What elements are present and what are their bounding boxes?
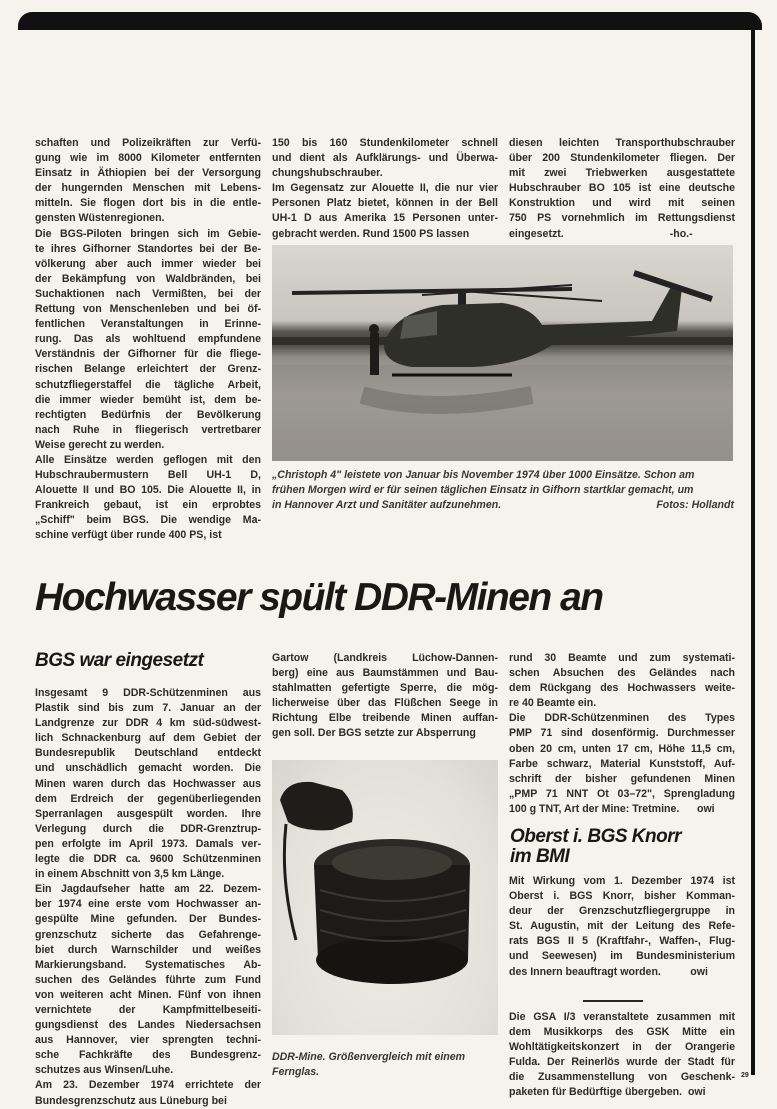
text-line: vernichtete der Kampfmittelbeseiti- (35, 1003, 261, 1016)
text-line: rung. Das als wohltuend empfundene (35, 333, 261, 346)
notice-heading (510, 827, 681, 867)
notice-gsa-body (509, 1010, 735, 1101)
text-line: paketen für Bedürftige übergeben. owi (509, 1086, 706, 1099)
text-line: schrift der bisher gefundenen Minen (509, 772, 735, 785)
text-line: chungshubschrauber. (272, 167, 383, 180)
text-line: PMP 71 sind dosenförmig. Durchmesser (509, 727, 735, 740)
text-line: Wohltätigkeitskonzert in der Orangerie (509, 1041, 735, 1054)
notice-divider (583, 1000, 643, 1002)
text-line: biet durch Warnschilder und weißes (35, 943, 261, 956)
text-line: des Innern beauftragt worden. owi (509, 965, 708, 978)
text-line: St. Augustin, mit der Leitung des Refe- (509, 920, 735, 933)
text-line: gebracht werden. Rund 1500 PS lassen (272, 227, 470, 240)
text-line: licherweise über das Flüßchen Seege in (272, 697, 498, 710)
text-line: Richtung Elbe treibende Minen auffan- (272, 712, 498, 725)
text-line: schaften und Polizeikräften zur Verfü- (35, 137, 261, 149)
article-column-3 (509, 651, 735, 817)
text-line: Insgesamt 9 DDR-Schützenminen aus (35, 687, 261, 699)
article-column-2 (272, 651, 498, 742)
text-line: Bundesrepublik Deutschland entdeckt (35, 747, 261, 760)
text-line: schine verfügt über runde 400 PS, ist (35, 529, 222, 542)
text-line: re 40 Beamte ein. (509, 697, 597, 710)
paragraph (35, 227, 261, 453)
photo-credit: Fotos: Hollandt (656, 499, 734, 511)
paragraph (272, 651, 498, 742)
text-line: diesen leichten Transporthubschrauber (509, 137, 735, 149)
text-line: die Zusammenstellung von Geschenk- (509, 1071, 735, 1084)
text-line: rund 30 Beamte und zum systemati- (509, 652, 735, 664)
caption-line: „Christoph 4" leistete von Januar bis November 1974 über 1000 Einsätze. Schon am (272, 469, 695, 481)
text-line: der Bekämpfung von Waldbränden, bei (35, 272, 261, 285)
text-line: Rettung von Menschenleben und bei öf- (35, 303, 261, 316)
paragraph (509, 874, 735, 980)
page-top-bar (18, 12, 762, 30)
text-line: Die DDR-Schützenminen des Types (509, 712, 735, 725)
text-line: dem Rückgang des Hochwassers weite- (509, 682, 735, 695)
text-line: Landgrenze zur DDR 4 km süd-südwest- (35, 717, 261, 730)
helicopter-photo-caption (272, 468, 734, 513)
text-line: 100 g TNT, Art der Mine: Tretmine. owi (509, 802, 715, 815)
text-line: Die GSA I/3 veranstaltete zusammen mit (509, 1011, 735, 1023)
notice-knorr-body (509, 874, 735, 980)
text-line: von weiteren acht Minen. Fünf von ihnen (35, 988, 261, 1001)
text-line: lich Schnackenburg auf dem Gebiet der (35, 732, 261, 745)
text-line: Minen waren durch das Hochwasser aus (35, 777, 261, 790)
paragraph (35, 136, 261, 227)
text-line: rechtigten Bedürfnis der Bevölkerung (35, 408, 261, 421)
text-line: gespülte Mine gefunden. Der Bundes- (35, 913, 261, 926)
text-line: die immer wieder bemüht ist, dem be- (35, 393, 261, 406)
text-line: suchen des Geländes führte zum Fund (35, 973, 261, 986)
text-line: Hubschrauber BO 105 ist eine deutsche (509, 182, 735, 195)
text-line: dem Musikkorps des GSK Mitte ein (509, 1026, 735, 1039)
notice-heading-line: im BMI (510, 846, 570, 867)
text-line: legte die DDR ca. 9600 Schützenminen (35, 853, 261, 866)
text-line: Verständnis der Gifhorner für die fliege- (35, 348, 261, 361)
mine-photo-caption (272, 1050, 498, 1080)
text-line: und unschädlich gemacht worden. Die (35, 762, 261, 775)
paragraph (509, 711, 735, 817)
text-line: berg) eine aus Baumstämmen und Bau- (272, 667, 498, 680)
mine-photo (272, 760, 498, 1035)
text-line: Plastik sind bis zum 7. Januar an der (35, 702, 261, 715)
text-line: rischen Belange erleichtert der Grenz- (35, 363, 261, 376)
text-line: Sperranlagen ausgespült worden. Ihre (35, 807, 261, 820)
text-line: und dient als Aufklärungs- und Überwa- (272, 152, 498, 165)
text-line: deur der Grenzschutzfliegergruppe in (509, 905, 735, 918)
paragraph (509, 1010, 735, 1101)
text-line: in einem Abschnitt von 3,5 km Länge. (35, 868, 225, 881)
text-line: schen Absuchen des Geländes nach (509, 667, 735, 680)
text-line: Verlegung durch die DDR-Grenztrup- (35, 822, 261, 835)
paragraph (509, 136, 735, 242)
text-line: 750 PS vornehmlich im Rettungsdienst (509, 212, 735, 225)
caption-line: in Hannover Arzt und Sanitäter aufzunehmen. (272, 499, 502, 511)
text-line: fentlichen Veranstaltungen in Erinne- (35, 318, 261, 331)
text-line: völkerung aber auch immer wieder bei (35, 257, 261, 270)
caption-line: frühen Morgen wird er für seinen täglichen Einsatz in Gifhorn startklar gemacht, um (272, 484, 694, 496)
helicopter-photo (272, 245, 733, 461)
notice-heading-line: Oberst i. BGS Knorr (510, 826, 682, 847)
text-line: nach Ruhe in fliegerisch vertretbarer (35, 423, 261, 436)
top-article-column-3 (509, 136, 735, 242)
text-line: Im Gegensatz zur Alouette II, die nur vier (272, 182, 498, 195)
article-subheading: BGS war eingesetzt (35, 650, 204, 671)
text-line: schutzfliegerstaffel die tägliche Arbeit, (35, 378, 261, 391)
text-line: Suchaktionen nach Vermißten, bei der (35, 287, 261, 300)
text-line: eingesetzt. -ho.- (509, 227, 693, 240)
text-line: schutzes aus Winsen/Luhe. (35, 1064, 174, 1077)
text-line: rats BGS II 5 (Kraftfahr-, Waffen-, Flug- (509, 935, 735, 948)
text-line: Einsatz in Äthiopien bei der Versorgung (35, 167, 261, 180)
text-line: Markierungsband. Systematisches Ab- (35, 958, 261, 971)
text-line: Ein Jagdaufseher hatte am 22. Dezem- (35, 883, 261, 896)
paragraph (35, 453, 261, 544)
text-line: ber 1974 eine erste vom Hochwasser an- (35, 898, 261, 911)
text-line: oben 20 cm, unten 17 cm, Höhe 11,5 cm, (509, 742, 735, 755)
text-line: dem Erdreich der gegenüberliegenden (35, 792, 261, 805)
text-line: Frankreich gebaut, ist ein erprobtes (35, 499, 261, 512)
text-line: sche Fachkräfte des Bundesgrenz- (35, 1049, 261, 1062)
text-line: aus Hannover, vier sprengten techni- (35, 1034, 261, 1047)
text-line: Oberst i. BGS Knorr, bisher Komman- (509, 890, 735, 903)
paragraph (35, 686, 261, 882)
paragraph (272, 136, 498, 181)
text-line: Konstruktion und wird mit seinen (509, 197, 735, 210)
text-line: über 200 Stundenkilometer fliegen. Der (509, 152, 735, 165)
text-line: Mit Wirkung vom 1. Dezember 1974 ist (509, 875, 735, 887)
text-line: „PMP 71 NNT Ot 03–72", Sprengladung (509, 787, 735, 800)
text-line: Weise gerecht zu werden. (35, 438, 165, 451)
text-line: Gartow (Landkreis Lüchow-Dannen- (272, 652, 498, 664)
text-line: „Schiff" beim BGS. Die wendige Ma- (35, 514, 261, 527)
text-line: gungsdienst des Landes Niedersachsen (35, 1019, 261, 1032)
text-line: gen soll. Der BGS setzte zur Absperrung (272, 727, 476, 740)
caption-line: Fernglas. (272, 1066, 320, 1078)
paragraph (272, 181, 498, 241)
article-column-1 (35, 686, 261, 1109)
top-article-column-2 (272, 136, 498, 242)
text-line: gung wie im 8000 Kilometer entfernten (35, 152, 261, 165)
paragraph (35, 882, 261, 1078)
text-line: UH-1 D aus Amerika 15 Personen unter- (272, 212, 498, 225)
caption-line: DDR-Mine. Größenvergleich mit einem (272, 1051, 466, 1063)
text-line: gensten Wüstenregionen. (35, 212, 165, 225)
text-line: Alouette II und BO 105. Die Alouette II, in (35, 484, 261, 497)
text-line: Am 23. Dezember 1974 errichtete der (35, 1079, 261, 1092)
text-line: Personen Platz bietet, können in der Bell (272, 197, 498, 210)
top-article-column-1 (35, 136, 261, 544)
page-number: 29 (741, 1072, 749, 1079)
page-right-rule (751, 20, 755, 1075)
text-line: Hubschraubermustern Bell UH-1 D, (35, 469, 261, 482)
text-line: grenzschutz sicherte das Gefahrenge- (35, 928, 261, 941)
text-line: Die BGS-Piloten bringen sich im Gebie- (35, 227, 261, 240)
text-line: Farbe schwarz, Material Kunststoff, Auf- (509, 757, 735, 770)
text-line: der hungernden Menschen mit Lebens- (35, 182, 261, 195)
text-line: te ihres Gifhorner Standortes bei der Be- (35, 242, 261, 255)
text-line: pen erfolgte im April 1973. Damals ver- (35, 837, 261, 850)
text-line: Bundesgrenzschutz aus Lüneburg bei (35, 1094, 227, 1107)
text-line: mitteln. Sie flogen dort bis in die entle- (35, 197, 261, 210)
text-line: Fulda. Der Reinerlös wurde der Stadt für (509, 1056, 735, 1069)
article-headline: Hochwasser spült DDR-Minen an (35, 576, 603, 619)
paragraph (509, 651, 735, 711)
text-line: stahlmatten gefertigte Sperre, die mög- (272, 682, 498, 695)
paragraph (35, 1078, 261, 1108)
text-line: 150 bis 160 Stundenkilometer schnell (272, 137, 498, 149)
text-line: mit zwei Triebwerken ausgestattete (509, 167, 735, 180)
text-line: und Seewesen) im Bundesministerium (509, 950, 735, 963)
text-line: Alle Einsätze werden geflogen mit den (35, 453, 261, 466)
